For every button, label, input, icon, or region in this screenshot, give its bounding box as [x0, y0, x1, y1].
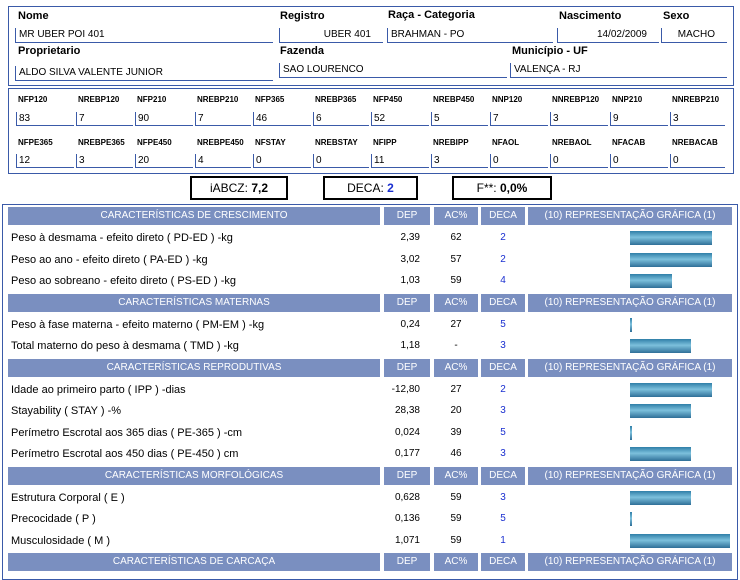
trait-name: Peso ao sobreano - efeito direto ( PS-ED ) -kg [11, 275, 236, 287]
grid-value-nfpe450: 20 [135, 154, 193, 168]
trait-deca: 2 [500, 253, 506, 265]
sexo-value: MACHO [661, 28, 727, 43]
grid-label-nnp120: NNP120 [492, 95, 523, 104]
trait-ac: 59 [450, 275, 462, 286]
grid-value-nrebacab: 0 [670, 154, 725, 168]
raca-value: BRAHMAN - PO [387, 28, 553, 43]
raca-label: Raça - Categoria [388, 9, 475, 21]
f-box [452, 176, 552, 200]
grid-value-nrebp450: 5 [431, 112, 488, 126]
trait-name: Musculosidade ( M ) [11, 534, 111, 547]
col-header-deca: DECA [481, 359, 525, 377]
grid-label-nrebp210: NREBP210 [197, 95, 239, 104]
grid-value-nrebipp: 3 [431, 154, 488, 168]
iabcz-value: 7,2 [251, 181, 269, 195]
trait-graph-bar [630, 339, 691, 353]
municipio-label: Município - UF [512, 45, 588, 57]
grid-value-nrebpe450: 4 [195, 154, 251, 168]
grid-label-nfacab: NFACAB [612, 138, 646, 147]
section-header: CARACTERÍSTICAS MATERNAS [8, 294, 380, 312]
trait-name: Estrutura Corporal ( E ) [11, 491, 125, 504]
grid-label-nrebp120: NREBP120 [78, 95, 120, 104]
trait-ac: 59 [450, 491, 462, 503]
grid-label-nrebaol: NREBAOL [552, 138, 592, 147]
nome-value: MR UBER POI 401 [15, 28, 273, 43]
grid-value-nrebp120: 7 [76, 112, 133, 126]
trait-graph-bar [630, 426, 632, 440]
trait-deca: 5 [500, 513, 506, 524]
col-header-graph: (10) REPRESENTAÇÃO GRÁFICA (1) [528, 207, 732, 225]
trait-deca: 3 [500, 491, 506, 503]
grid-value-nfstay: 0 [253, 154, 311, 168]
col-header-dep: DEP [384, 359, 430, 377]
grid-label-nrebpe365: NREBPE365 [78, 138, 125, 147]
trait-graph-bar [630, 383, 712, 397]
grid-label-nrebstay: NREBSTAY [315, 138, 358, 147]
deca-box [323, 176, 418, 200]
trait-deca: 4 [500, 275, 506, 286]
grid-value-nrebp210: 7 [195, 112, 251, 126]
grid-value-nnp120: 7 [490, 112, 548, 126]
grid-label-nrebpe450: NREBPE450 [197, 138, 244, 147]
nome-label: Nome [18, 10, 49, 22]
trait-graph-bar [630, 318, 632, 332]
trait-graph-bar [630, 404, 691, 418]
trait-dep: -12,80 [391, 383, 420, 395]
col-header-dep: DEP [384, 294, 430, 312]
grid-label-nrebacab: NREBACAB [672, 138, 718, 147]
fazenda-label: Fazenda [280, 45, 325, 57]
trait-graph-bar [630, 274, 672, 288]
trait-graph-bar [630, 253, 712, 267]
col-header-deca: DECA [481, 553, 525, 571]
col-header-ac: AC% [434, 207, 478, 225]
col-header-ac: AC% [434, 359, 478, 377]
trait-ac: 20 [450, 405, 462, 416]
sexo-label: Sexo [663, 10, 690, 22]
col-header-graph: (10) REPRESENTAÇÃO GRÁFICA (1) [528, 467, 732, 485]
trait-dep: 0,24 [400, 318, 420, 330]
iabcz-label: iABCZ: [209, 181, 248, 195]
section-header: CARACTERÍSTICAS REPRODUTIVAS [8, 359, 380, 377]
trait-dep: 0,177 [394, 448, 420, 459]
trait-name: Peso à desmama - efeito direto ( PD-ED ) -kg [11, 232, 233, 244]
grid-value-nrebstay: 0 [313, 154, 369, 168]
grid-value-nrebaol: 0 [550, 154, 608, 168]
trait-graph-bar [630, 491, 691, 505]
trait-dep: 1,18 [400, 340, 420, 351]
trait-ac: 62 [450, 232, 462, 243]
registro-value: UBER 401 [279, 28, 383, 43]
trait-dep: 1,071 [394, 534, 420, 546]
trait-ac: 59 [450, 534, 462, 546]
col-header-dep: DEP [384, 467, 430, 485]
grid-label-nnrebp120: NNREBP120 [552, 95, 600, 104]
grid-label-nfp365: NFP365 [255, 95, 285, 104]
trait-dep: 0,024 [394, 426, 420, 438]
section-header: CARACTERÍSTICAS MORFOLÓGICAS [8, 467, 380, 485]
col-header-dep: DEP [384, 207, 430, 225]
nascimento-label: Nascimento [559, 10, 622, 22]
trait-deca: 1 [500, 534, 506, 546]
trait-graph-bar [630, 447, 691, 461]
col-header-graph: (10) REPRESENTAÇÃO GRÁFICA (1) [528, 359, 732, 377]
grid-label-nnrebp210: NNREBP210 [672, 95, 720, 104]
section-header: CARACTERÍSTICAS DE CARCAÇA [8, 553, 380, 571]
proprietario-label: Proprietario [18, 45, 81, 57]
trait-deca: 3 [500, 340, 506, 351]
deca-value: 2 [387, 181, 394, 195]
trait-dep: 0,136 [394, 513, 420, 524]
grid-label-nfipp: NFIPP [373, 138, 397, 147]
grid-value-nfp365: 46 [253, 112, 311, 126]
grid-value-nfacab: 0 [610, 154, 668, 168]
grid-value-nrebp365: 6 [313, 112, 369, 126]
trait-deca: 3 [500, 448, 506, 459]
iabcz-box [190, 176, 288, 200]
trait-name: Precocidade ( P ) [11, 513, 96, 525]
trait-ac: - [454, 340, 458, 351]
grid-value-nfp450: 52 [371, 112, 429, 126]
col-header-graph: (10) REPRESENTAÇÃO GRÁFICA (1) [528, 553, 732, 571]
trait-dep: 3,02 [400, 253, 420, 265]
registro-label: Registro [280, 10, 325, 22]
col-header-deca: DECA [481, 467, 525, 485]
trait-ac: 46 [450, 448, 462, 459]
grid-value-nfipp: 11 [371, 154, 429, 168]
grid-value-nnp210: 9 [610, 112, 668, 126]
col-header-ac: AC% [434, 294, 478, 312]
trait-ac: 39 [450, 426, 462, 438]
proprietario-value: ALDO SILVA VALENTE JUNIOR [15, 66, 273, 81]
grid-value-nfaol: 0 [490, 154, 548, 168]
col-header-dep: DEP [384, 553, 430, 571]
trait-deca: 3 [500, 405, 506, 416]
trait-dep: 28,38 [394, 405, 420, 416]
f-value: 0,0% [500, 181, 528, 195]
trait-deca: 2 [500, 232, 506, 243]
grid-label-nfp210: NFP210 [137, 95, 167, 104]
trait-deca: 5 [500, 318, 506, 330]
trait-name: Stayability ( STAY ) -% [11, 405, 122, 417]
trait-ac: 59 [450, 513, 462, 524]
grid-label-nrebp450: NREBP450 [433, 95, 475, 104]
trait-dep: 2,39 [400, 232, 420, 243]
nascimento-value: 14/02/2009 [557, 28, 659, 43]
col-header-deca: DECA [481, 294, 525, 312]
municipio-value: VALENÇA - RJ [510, 63, 727, 78]
trait-dep: 1,03 [400, 275, 420, 286]
fazenda-value: SAO LOURENCO [279, 63, 507, 78]
grid-label-nfp120: NFP120 [18, 95, 48, 104]
deca-label: DECA: [347, 181, 384, 195]
f-label: F**: [476, 181, 497, 195]
trait-ac: 57 [450, 253, 462, 265]
trait-graph-bar [630, 512, 632, 526]
trait-ac: 27 [450, 383, 462, 395]
grid-value-nrebpe365: 3 [76, 154, 133, 168]
grid-value-nnrebp210: 3 [670, 112, 725, 126]
trait-ac: 27 [450, 318, 462, 330]
grid-value-nnrebp120: 3 [550, 112, 608, 126]
section-header: CARACTERÍSTICAS DE CRESCIMENTO [8, 207, 380, 225]
col-header-ac: AC% [434, 467, 478, 485]
trait-name: Perímetro Escrotal aos 450 dias ( PE-450 ) cm [11, 448, 239, 460]
trait-dep: 0,628 [394, 491, 420, 503]
grid-label-nfpe365: NFPE365 [18, 138, 53, 147]
trait-name: Peso à fase materna - efeito materno ( PM-EM ) -kg [11, 318, 265, 331]
trait-name: Idade ao primeiro parto ( IPP ) -dias [11, 383, 186, 396]
grid-value-nfpe365: 12 [16, 154, 74, 168]
trait-name: Total materno do peso à desmama ( TMD ) -kg [11, 340, 239, 352]
trait-name: Peso ao ano - efeito direto ( PA-ED ) -kg [11, 253, 208, 266]
grid-value-nfp210: 90 [135, 112, 193, 126]
trait-name: Perímetro Escrotal aos 365 dias ( PE-365 ) -cm [11, 426, 243, 439]
grid-label-nfpe450: NFPE450 [137, 138, 172, 147]
trait-deca: 2 [500, 383, 506, 395]
grid-label-nrebipp: NREBIPP [433, 138, 469, 147]
grid-label-nfp450: NFP450 [373, 95, 403, 104]
trait-graph-bar [630, 231, 712, 245]
col-header-deca: DECA [481, 207, 525, 225]
grid-label-nrebp365: NREBP365 [315, 95, 357, 104]
col-header-graph: (10) REPRESENTAÇÃO GRÁFICA (1) [528, 294, 732, 312]
grid-label-nnp210: NNP210 [612, 95, 643, 104]
grid-value-nfp120: 83 [16, 112, 74, 126]
grid-label-nfstay: NFSTAY [255, 138, 286, 147]
grid-label-nfaol: NFAOL [492, 138, 520, 147]
col-header-ac: AC% [434, 553, 478, 571]
trait-graph-bar [630, 534, 730, 548]
trait-deca: 5 [500, 426, 506, 438]
